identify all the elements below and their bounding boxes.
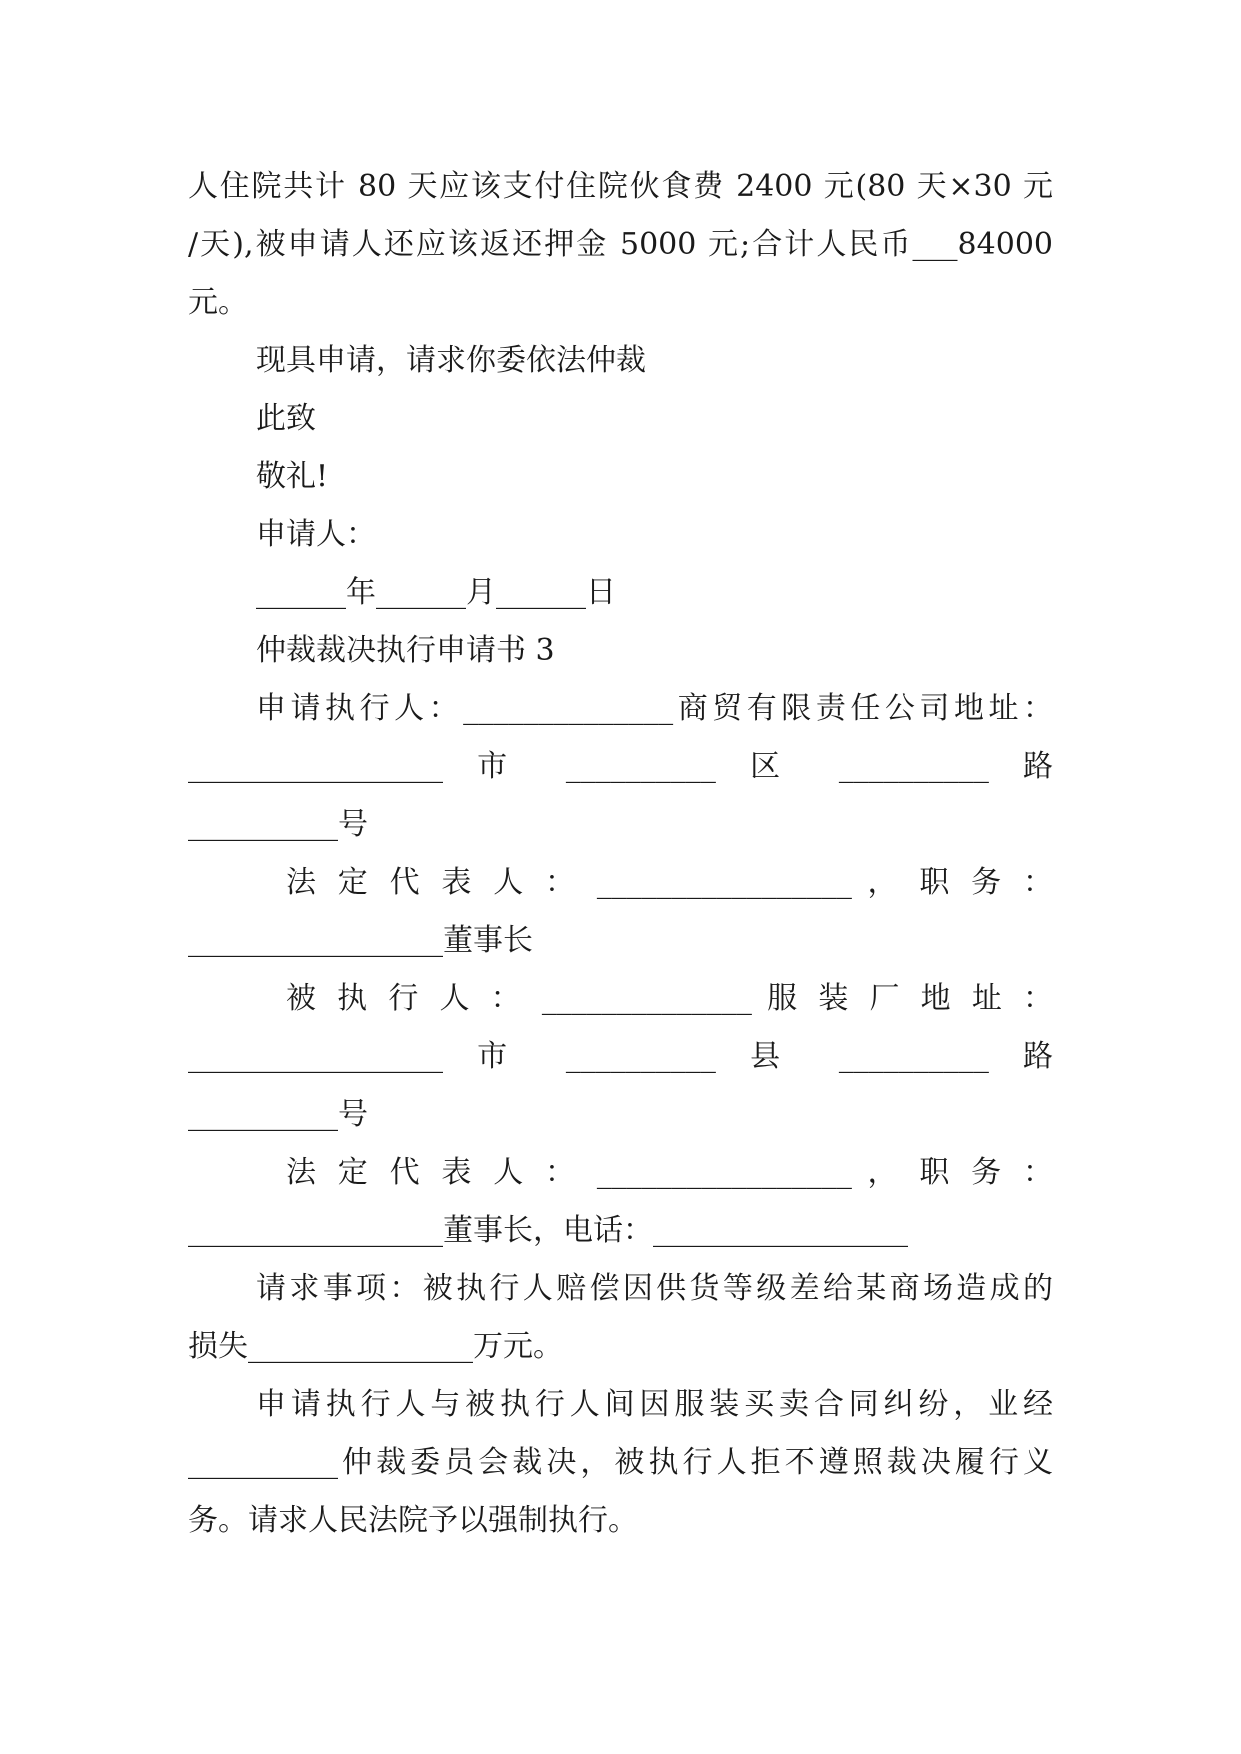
date-line: ______年______月______日 — [256, 575, 616, 610]
facts-line-1: 申请执行人与被执行人间因服装买卖合同纠纷，业经 — [256, 1387, 1053, 1422]
facts-line-2: __________仲裁委员会裁决，被执行人拒不遵照裁决履行义 — [188, 1445, 1053, 1480]
respondent-address-line: _________________ 市 __________ 县 __________ 路 — [188, 1039, 1053, 1074]
applicant-line: 申请执行人：______________商贸有限责任公司地址： — [256, 691, 1053, 726]
paragraph-line-1: 人住院共计 80 天应该支付住院伙食费 2400 元(80 天×30 元 — [188, 169, 1053, 204]
respondent-representative-phone: _________________董事长，电话：_________________ — [188, 1213, 908, 1248]
facts-line-3: 务。请求人民法院予以强制执行。 — [188, 1503, 638, 1538]
closing-line: 敬礼! — [256, 459, 329, 494]
respondent-address-number: __________号 — [188, 1097, 368, 1132]
salutation-line: 此致 — [256, 401, 316, 436]
applicant-address-line: _________________ 市 __________ 区 __________ 路 — [188, 749, 1053, 784]
claim-line-1: 请求事项：被执行人赔偿因供货等级差给某商场造成的 — [256, 1271, 1053, 1306]
applicant-signature-label: 申请人： — [256, 517, 376, 552]
paragraph-line-3: 元。 — [188, 285, 248, 320]
claim-line-2: 损失_______________万元。 — [188, 1329, 563, 1364]
respondent-representative-line: 法 定 代 表 人 ： _________________ ， 职 务 ： — [286, 1155, 1053, 1190]
section-title: 仲裁裁决执行申请书 3 — [256, 633, 555, 668]
applicant-representative-title: _________________董事长 — [188, 923, 533, 958]
request-line: 现具申请，请求你委依法仲裁 — [256, 343, 646, 378]
applicant-address-number: __________号 — [188, 807, 368, 842]
paragraph-line-2: /天),被申请人还应该返还押金 5000 元;合计人民币___84000 — [188, 227, 1053, 262]
respondent-line: 被 执 行 人 ： ______________ 服 装 厂 地 址 ： — [286, 981, 1053, 1016]
applicant-representative-line: 法 定 代 表 人 ： _________________ ， 职 务 ： — [286, 865, 1053, 900]
